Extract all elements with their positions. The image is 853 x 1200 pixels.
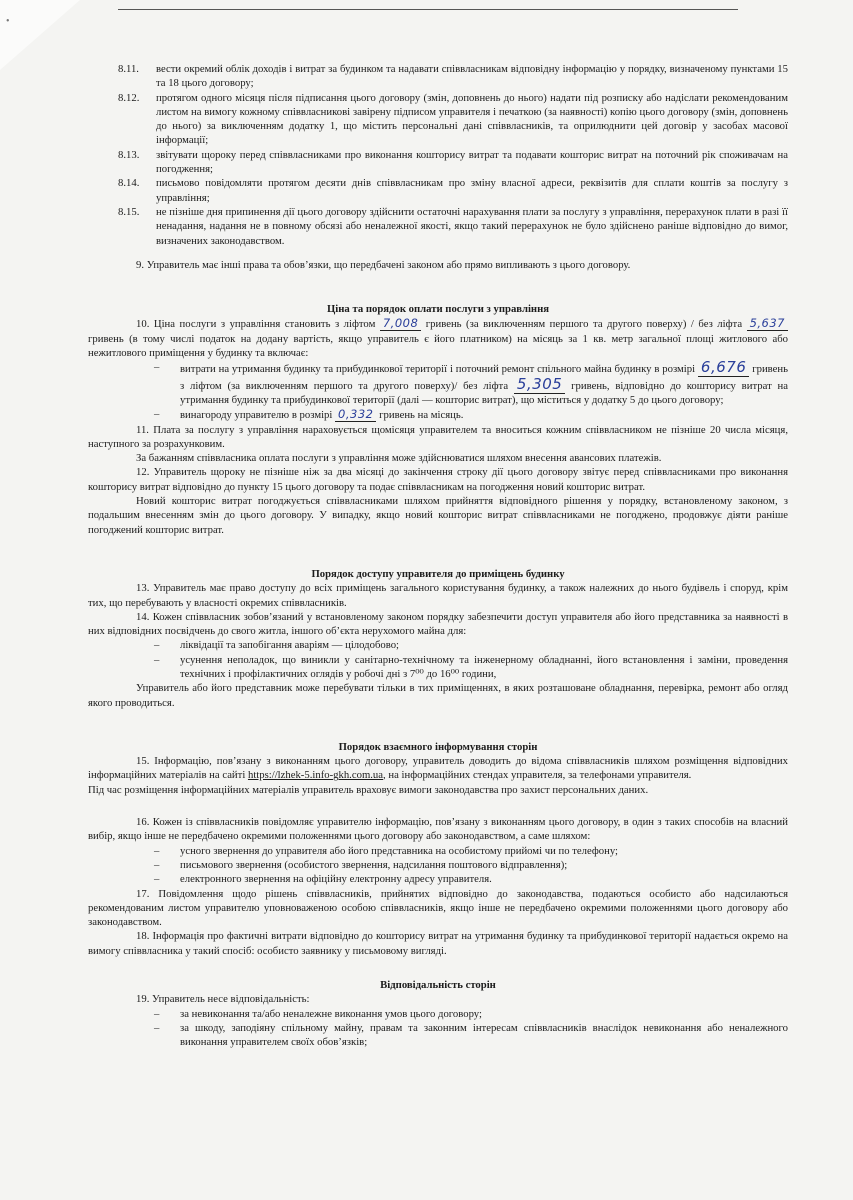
document-page	[88, 62, 788, 1050]
handwritten-upkeep-nolift: 5,305	[514, 375, 565, 394]
clause-text: вести окремий облік доходів і витрат за будинком та надавати співвласникам відповідну інформацію у порядку, визначеному пунктами 15 та 18 цього договору;	[156, 63, 788, 90]
paragraph-18: 18. Інформація про фактичні витрати відповідно до кошторису витрат на утримання будинку та прибудинкової території надається окремо на вимогу співвласника у такий спосіб: особисто заявнику у письмовому вигляді.	[88, 930, 788, 957]
top-rule	[118, 9, 738, 10]
clauses-8	[88, 62, 788, 248]
paragraph-15: 15. Інформацію, пов’язану з виконанням цього договору, управитель доводить до відома співвласників шляхом розміщення відповідних інформаційних матеріалів на сайті https://lzhek-5.info-gkh.com.ua, на інформаційних стендах управителя, за телефонами управителя.	[88, 755, 788, 782]
paragraph-11b: За бажанням співвласника оплата послуги з управління може здійснюватися шляхом внесення авансових платежів.	[136, 452, 662, 465]
handwritten-price-lift: 7,008	[380, 316, 421, 331]
info-item-1: – усного звернення до управителя або його представника на особистому прийомі чи по телефону;	[154, 844, 618, 857]
website-link[interactable]: https://lzhek-5.info-gkh.com.ua	[247, 769, 384, 782]
handwritten-upkeep-lift: 6,676	[698, 358, 749, 377]
clause-number: 8.15.	[118, 205, 140, 218]
paragraph-16: 16. Кожен із співвласників повідомляє управителю інформацію, пов’язану з виконанням цього договору, в один з таких способів на власний вибір, якщо інше не передбачено окремими положеннями цього договору або законодавством, а саме шляхом:	[88, 816, 788, 843]
clause-text: протягом одного місяця після підписання цього договору (змін, доповнень до нього) надати під розписку або надіслати рекомендованим листом на вимогу кожному співвласникові завірену підписом управителя і печаткою (за наявності) копію цього договору (змін, доповнень до нього) за виключенням додатку 1, що містить персональні дані співвласників, та оприлюднити цей договір у засобах масової інформації;	[156, 91, 788, 147]
heading-responsibility: Відповідальність сторін	[380, 979, 496, 992]
resp-item-2: – за шкоду, заподіяну спільному майну, правам та законним інтересам співвласників внаслідок невиконання або неналежного виконання управителем своїх обов’язків;	[154, 1021, 788, 1049]
clause-number: 8.14.	[118, 177, 140, 190]
scan-dot: •	[6, 16, 10, 27]
clause-8-item	[118, 91, 788, 148]
paragraph-14: 14. Кожен співвласник зобов’язаний у встановленому законом порядку забезпечити доступ управителя або його представника за наявності в них відповідних посвідчень до свого житла, іншого об’єкта нерухомого майна для:	[88, 610, 788, 638]
clause-number: 8.12.	[118, 91, 140, 104]
clause-number: 8.13.	[118, 148, 140, 161]
clause-text: письмово повідомляти протягом десяти днів співвласникам про зміну власної адреси, реквізитів для сплати коштів за послугу з управління;	[156, 177, 788, 204]
resp-item-1: – за невиконання та/або неналежне виконання умов цього договору;	[154, 1007, 482, 1020]
price-item-fee: – винагороду управителю в розмірі 0,332 гривень на місяць.	[154, 407, 464, 422]
clause-number: 8.11.	[118, 63, 139, 75]
folded-corner	[0, 0, 80, 70]
heading-price: Ціна та порядок оплати послуги з управління	[326, 303, 550, 316]
paragraph-15c: Під час розміщення інформаційних матеріалів управитель враховує вимоги законодавства про захист персональних даних.	[88, 783, 649, 796]
access-item-2: – усунення неполадок, що виникли у санітарно-технічному та інженерному обладнанні, його встановлення і заміни, проведення технічних і профілактичних оглядів у робочі дні з 7⁰⁰ до 16⁰⁰ години,	[154, 653, 788, 680]
heading-access: Порядок доступу управителя до приміщень будинку	[311, 567, 565, 580]
paragraph-10: 10. Ціна послуги з управління становить з ліфтом 7,008 гривень (за виключенням першого та другого поверху) / без ліфта 5,637 гривень (в тому числі податок на додану вартість, якщо управитель є його платником) на місяць за 1 кв. метр загальної площі житлового або нежитлового приміщення у будинку та включає:	[88, 316, 788, 360]
heading-info: Порядок взаємного інформування сторін	[338, 740, 538, 753]
clause-text: звітувати щороку перед співвласниками про виконання кошторису витрат та подавати кошторис витрат на поточний рік споживачам на погодження;	[156, 148, 788, 176]
clause-text: не пізніше дня припинення дії цього договору здійснити остаточні нарахування плати за послугу з управління, перерахунок плати в разі її ненадання, надання не в повному обсязі або неналежної якості, якщо такий перерахунок не було здійснено раніше відповідно до вимог, визначених законодавством.	[156, 205, 788, 247]
info-item-2: – письмового звернення (особистого звернення, надсилання поштового відправлення);	[154, 858, 568, 871]
info-item-3: – електронного звернення на офіційну електронну адресу управителя.	[154, 873, 492, 886]
paragraph-9: 9. Управитель має інші права та обов’язки, що передбачені законом або прямо випливають з цього договору.	[136, 258, 631, 271]
handwritten-fee: 0,332	[335, 407, 376, 422]
clause-8-item	[118, 176, 788, 205]
paragraph-14b: Управитель або його представник може перебувати тільки в тих приміщеннях, в яких розташоване обладнання, перевірка, ремонт або огляд якого проводиться.	[88, 682, 788, 709]
paragraph-12b: Новий кошторис витрат погоджується співвласниками шляхом прийняття відповідного рішення у порядку, встановленому законом, з подальшим внесенням змін до цього договору. У випадку, якщо новий кошторис витрат співвласниками не погоджено, продовжує діяти раніше погоджений кошторис витрат.	[88, 495, 788, 536]
price-item-upkeep: – витрати на утримання будинку та прибудинкової території і поточний ремонт спільного майна будинку в розмірі 6,676 гривень з ліфтом (за виключенням першого та другого поверху)/ без ліфта 5,305 гривень, відповідно до кошторису витрат на утримання будинку та прибудинкової території (далі — кошторис витрат), що міститься у додатку 5 до цього договору;	[154, 358, 788, 406]
paragraph-11: 11. Плата за послугу з управління нараховується щомісяця управителем та вноситься кожним співвласником не пізніше 20 числа місяця, наступного за розрахунковим.	[88, 423, 788, 450]
paragraph-19: 19. Управитель несе відповідальність:	[136, 993, 310, 1006]
paragraph-12: 12. Управитель щороку не пізніше ніж за два місяці до закінчення строку дії цього договору звітує перед співвласниками про виконання кошторису витрат відповідно до пункту 15 цього договору та подає співвласникам на погодження новий кошторис витрат.	[88, 466, 788, 493]
clause-8-item	[118, 148, 788, 177]
paragraph-17: 17. Повідомлення щодо рішень співвласників, прийнятих відповідно до законодавства, подаються особисто або надсилаються рекомендованим листом управителю уповноваженою особою співвласників, якщо інше не передбачено окремими положеннями цього договору або законодавством.	[88, 887, 788, 929]
clause-8-item	[118, 205, 788, 248]
access-item-1: – ліквідації та запобігання аваріям — цілодобово;	[154, 639, 400, 652]
clause-8-item	[118, 62, 788, 91]
handwritten-price-nolift: 5,637	[747, 316, 788, 331]
paragraph-13: 13. Управитель має право доступу до всіх приміщень загального користування будинку, а також належних до нього будівель і споруд, крім тих, що перебувають у власності окремих співвласників.	[88, 582, 788, 609]
